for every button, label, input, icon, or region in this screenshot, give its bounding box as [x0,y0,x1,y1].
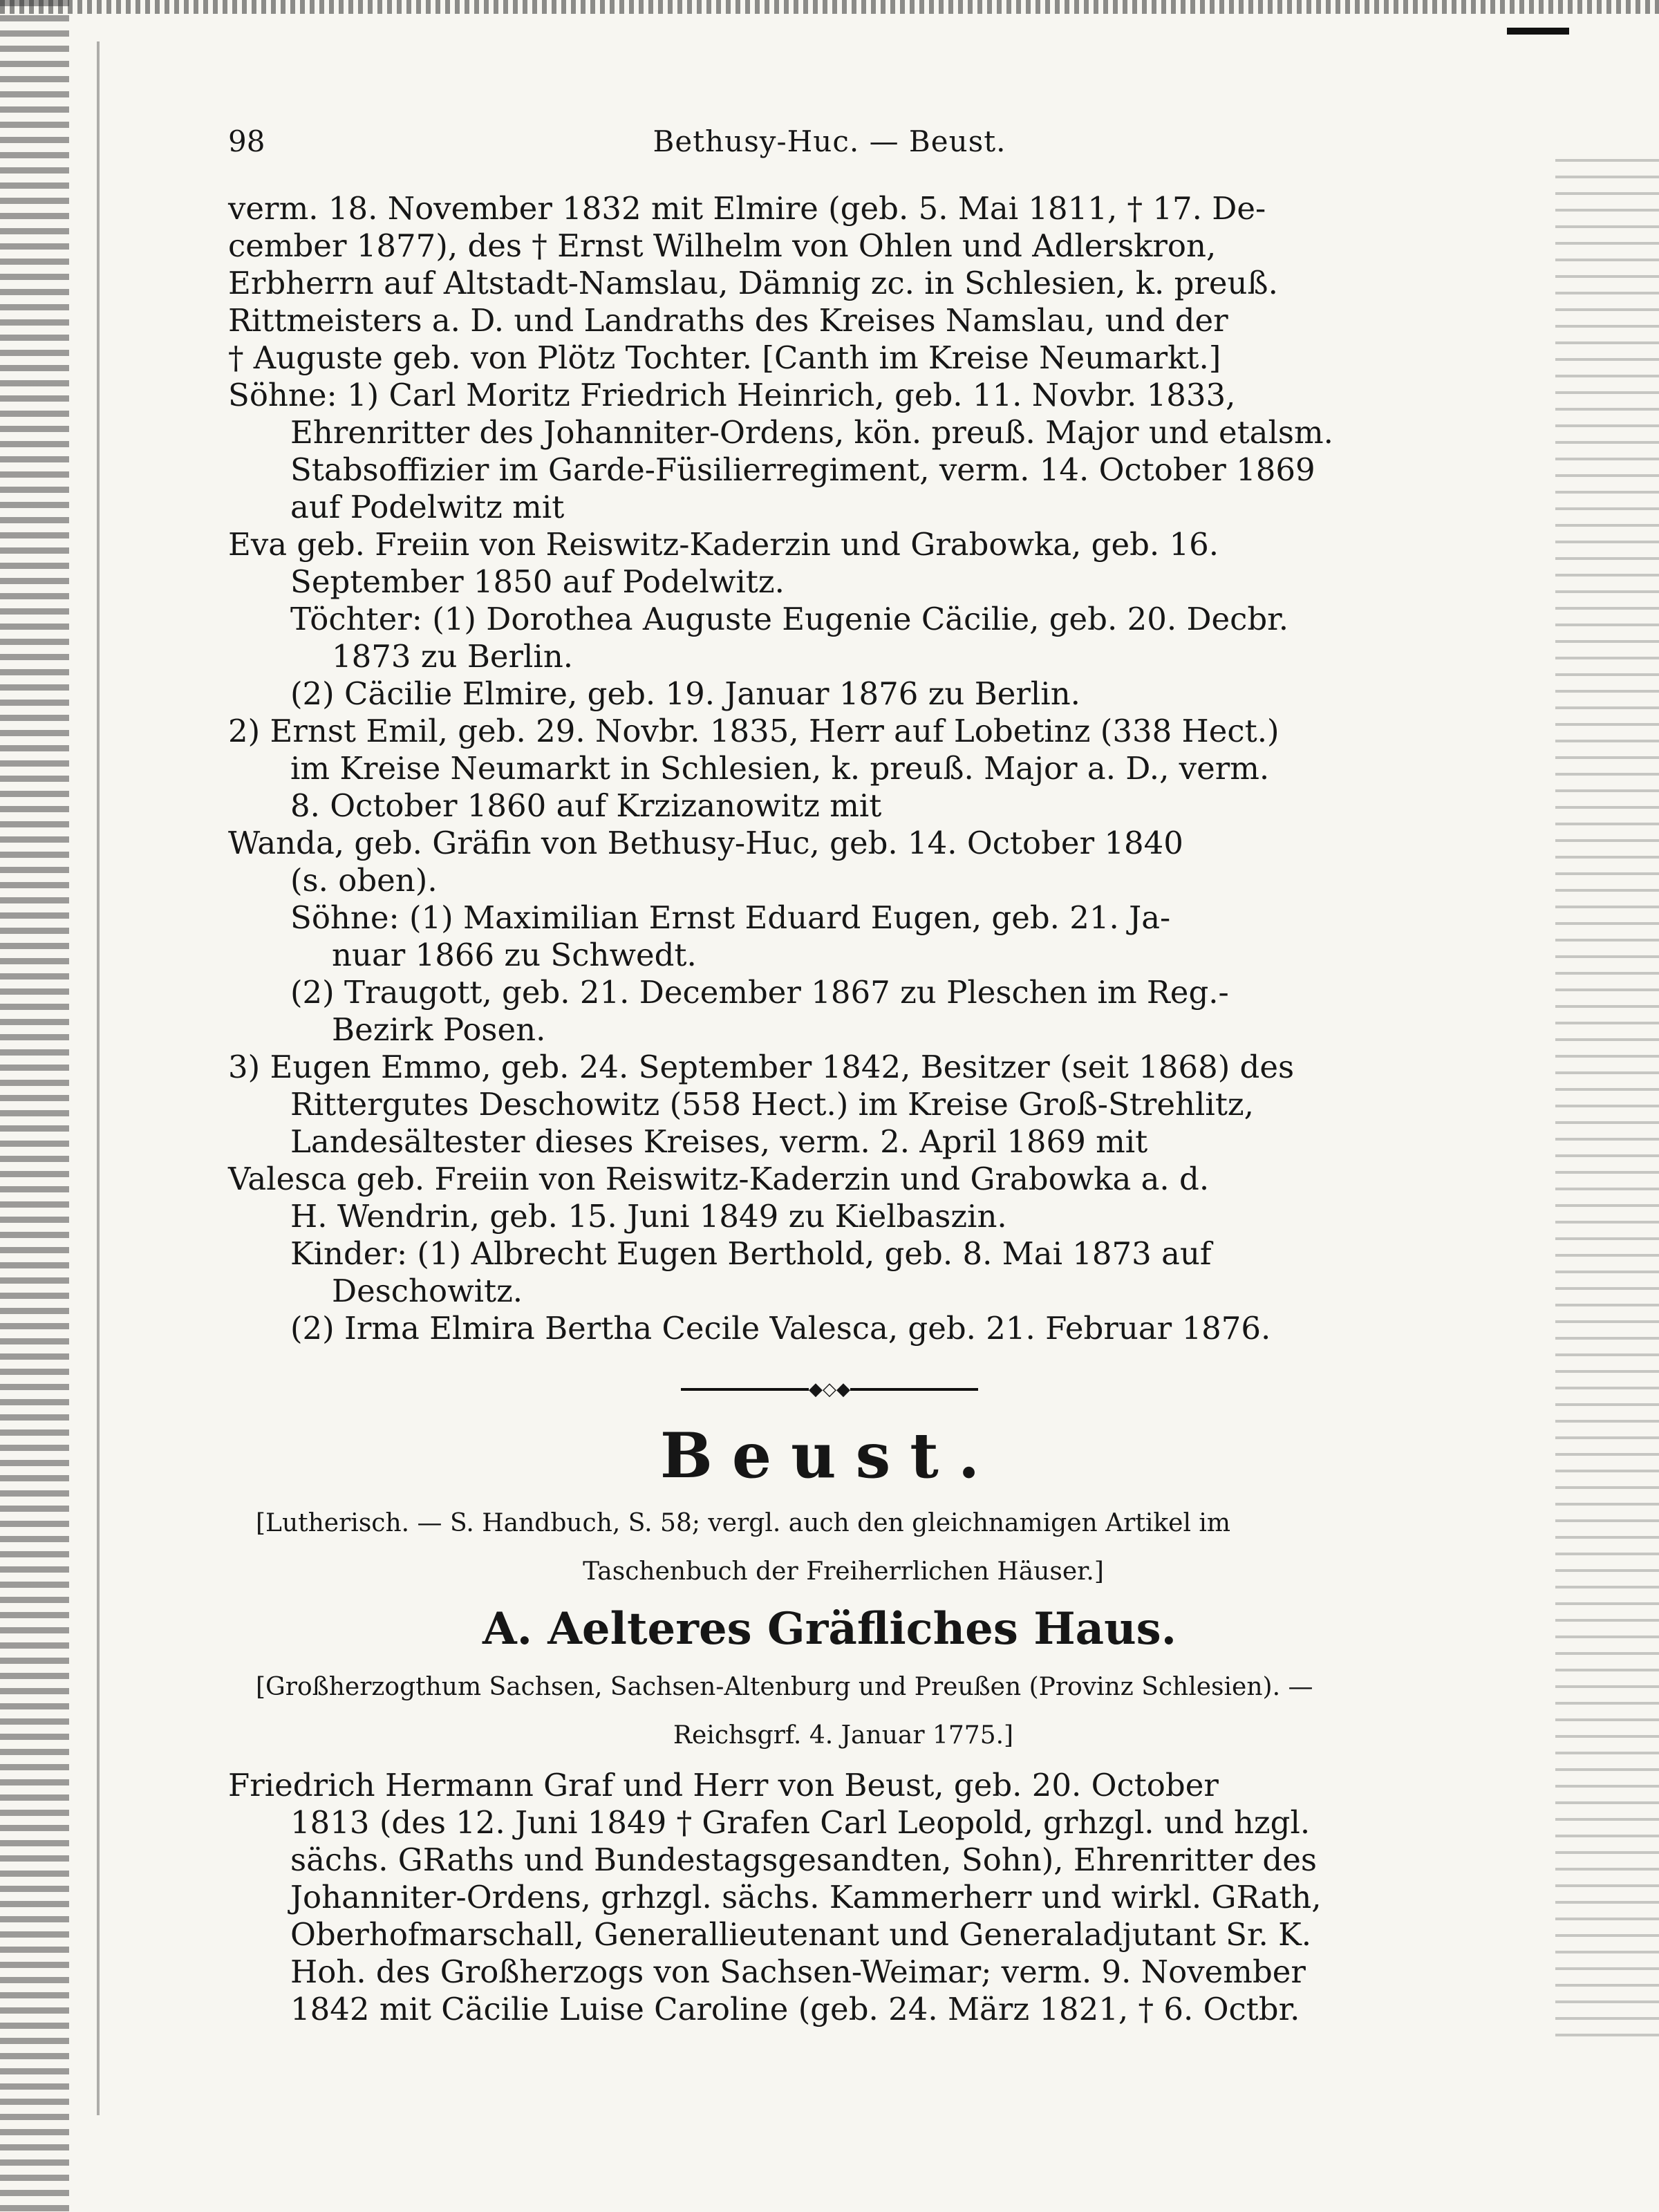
text-line: (2) Traugott, geb. 21. December 1867 zu Pleschen im Reg.- [290,974,1229,1011]
divider-knot-icon: ◆◇◆ [809,1379,850,1400]
text-line: Wanda, geb. Gräfin von Bethusy-Huc, geb. 14. October 1840 [228,825,1183,861]
divider-bar-right [850,1388,978,1391]
text-line: Söhne: 1) Carl Moritz Friedrich Heinrich, geb. 11. Novbr. 1833, [228,377,1236,413]
scan-top-noise [0,0,1659,14]
text-line: nuar 1866 zu Schwedt. [332,937,697,973]
scan-corner-mark [1507,28,1569,35]
running-head: Bethusy-Huc. — Beust. [653,124,1006,158]
text-line: Kinder: (1) Albrecht Eugen Berthold, geb. 8. Mai 1873 auf [290,1235,1212,1272]
continuation-entry [228,190,1431,1347]
text-line: 1842 mit Cäcilie Luise Caroline (geb. 24. März 1821, † 6. Octbr. [290,1991,1300,2027]
text-line: Deschowitz. [332,1273,523,1309]
scan-left-edge [0,0,69,2212]
page-body [228,124,1431,2028]
adjacent-page-bleed [1555,159,1659,2039]
divider-bar-left [681,1388,809,1391]
page-number: 98 [228,124,265,158]
text-line: Erbherrn auf Altstadt-Namslau, Dämnig zc. in Schlesien, k. preuß. [228,265,1278,301]
text-line: Johanniter-Ordens, grhzgl. sächs. Kammerherr und wirkl. GRath, [290,1879,1322,1915]
text-line: verm. 18. November 1832 mit Elmire (geb. 5. Mai 1811, † 17. De- [228,190,1266,227]
text-line: sächs. GRaths und Bundestagsgesandten, Sohn), Ehrenritter des [290,1841,1317,1878]
subsection-note-line-2: Reichsgrf. 4. Januar 1775.] [673,1721,1014,1750]
text-line: Rittmeisters a. D. und Landraths des Kreises Namslau, und der [228,302,1228,339]
text-line: Ehrenritter des Johanniter-Ordens, kön. preuß. Major und etalsm. [290,414,1333,451]
page-gutter-line [97,41,100,2115]
text-line: Landesältester dieses Kreises, verm. 2. April 1869 mit [290,1123,1148,1160]
text-line: 1873 zu Berlin. [332,638,574,675]
text-line: 8. October 1860 auf Krzizanowitz mit [290,787,882,824]
section-note-line-1: [Lutherisch. — S. Handbuch, S. 58; vergl. auch den gleichnamigen Artikel im [256,1509,1231,1537]
text-line: 1813 (des 12. Juni 1849 † Grafen Carl Leopold, grhzgl. und hzgl. [290,1804,1311,1841]
text-line: Töchter: (1) Dorothea Auguste Eugenie Cäcilie, geb. 20. Decbr. [290,601,1289,637]
text-line: Hoh. des Großherzogs von Sachsen-Weimar; verm. 9. November [290,1953,1306,1990]
text-line: (2) Cäcilie Elmire, geb. 19. Januar 1876 zu Berlin. [290,675,1080,712]
text-line: Stabsoffizier im Garde-Füsilierregiment, verm. 14. October 1869 [290,451,1315,488]
text-line: Valesca geb. Freiin von Reiswitz-Kaderzin und Grabowka a. d. [228,1161,1210,1197]
subsection-note-line-1: [Großherzogthum Sachsen, Sachsen-Altenburg und Preußen (Provinz Schlesien). — [256,1673,1313,1701]
text-line: Rittergutes Deschowitz (558 Hect.) im Kreise Groß-Strehlitz, [290,1086,1254,1123]
text-line: Bezirk Posen. [332,1011,546,1048]
page-header [228,124,1431,158]
ornamental-divider [228,1379,1431,1400]
text-line: Friedrich Hermann Graf und Herr von Beust, geb. 20. October [228,1767,1219,1803]
text-line: im Kreise Neumarkt in Schlesien, k. preuß. Major a. D., verm. [290,750,1270,787]
text-line: (s. oben). [290,862,438,899]
text-line: H. Wendrin, geb. 15. Juni 1849 zu Kielbaszin. [290,1198,1007,1235]
section-note-line-2: Taschenbuch der Freiherrlichen Häuser.] [583,1557,1104,1586]
main-entry [228,1767,1431,2028]
text-line: 2) Ernst Emil, geb. 29. Novbr. 1835, Herr auf Lobetinz (338 Hect.) [228,713,1280,749]
text-line: 3) Eugen Emmo, geb. 24. September 1842, Besitzer (seit 1868) des [228,1049,1295,1085]
text-line: cember 1877), des † Ernst Wilhelm von Ohlen und Adlerskron, [228,227,1217,264]
section-title: Beust. [659,1419,1000,1492]
text-line: Oberhofmarschall, Generallieutenant und Generaladjutant Sr. K. [290,1916,1312,1953]
subsection-title: A. Aelteres Gräfliches Haus. [482,1603,1177,1655]
text-line: Söhne: (1) Maximilian Ernst Eduard Eugen, geb. 21. Ja- [290,899,1171,936]
text-line: auf Podelwitz mit [290,489,565,525]
text-line: † Auguste geb. von Plötz Tochter. [Canth im Kreise Neumarkt.] [228,339,1221,376]
text-line: Eva geb. Freiin von Reiswitz-Kaderzin und Grabowka, geb. 16. [228,526,1219,563]
text-line: September 1850 auf Podelwitz. [290,563,785,600]
text-line: (2) Irma Elmira Bertha Cecile Valesca, geb. 21. Februar 1876. [290,1310,1271,1347]
